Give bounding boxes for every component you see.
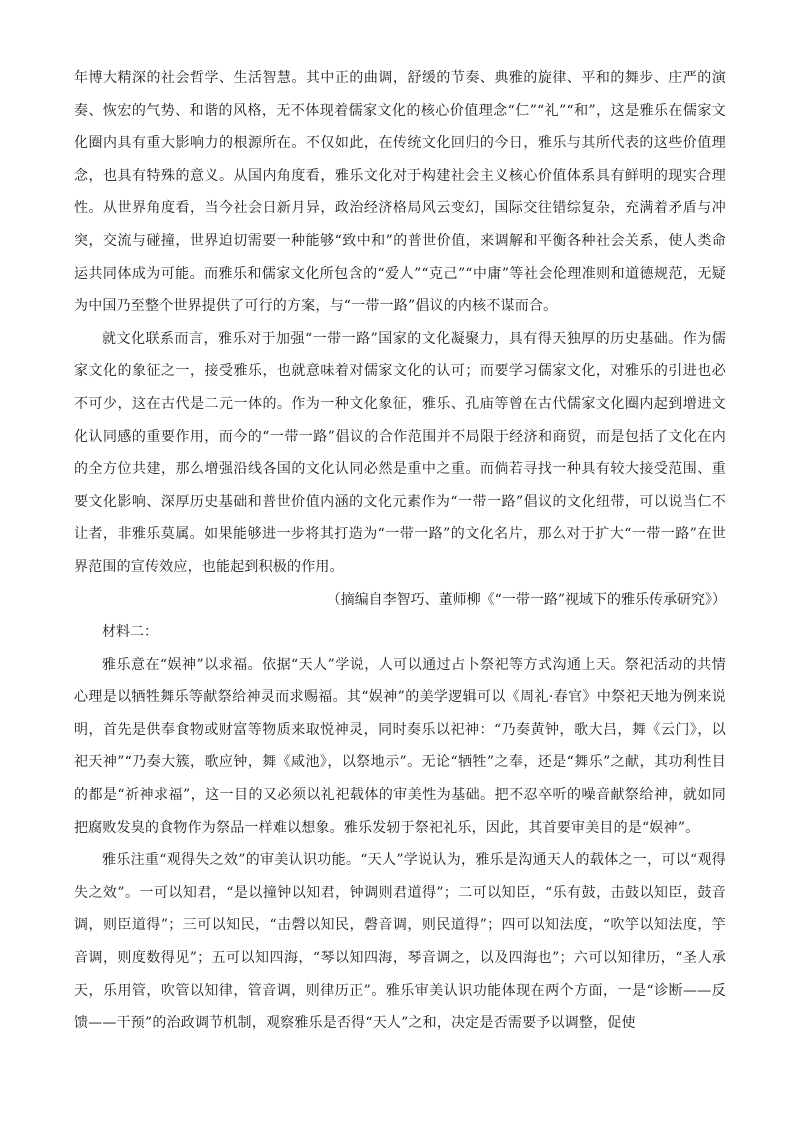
material-two-label: 材料二：	[102, 624, 158, 641]
source-citation: （摘编自李智巧、董师柳《“一带一路”视域下的雅乐传承研究》）	[326, 591, 726, 608]
paragraph-4: 雅乐注重“观得失之效”的审美认识功能。“天人”学说认为，雅乐是沟通天人的载体之一，可以“观得失之效”。一可以知君，“是以撞钟以知君，钟调则君道得”；二可以知臣，“乐有鼓，击鼓以知臣，鼓音调，则臣道得”；三可以知民，“击磬以知民，磬音调，则民道得”；四可以知法度，“吹竽以知法度，竽音调，则度数得见”；五可以知四海，“琴以知四海，琴音调之，以及四海也”；六可以知律历，“圣人承天，乐用管，吹管以知律，管音调，则律历正”。雅乐审美认识功能体现在两个方面，一是“诊断——反馈——干预”的治政调节机制，观察雅乐是否得“天人”之和，决定是否需要予以调整，促使	[74, 852, 726, 1032]
paragraph-1: 年博大精深的社会哲学、生活智慧。其中正的曲调，舒缓的节奏、典雅的旋律、平和的舞步、庄严的演奏、恢宏的气势、和谐的风格，无不体现着儒家文化的核心价值理念“仁”“礼”“和”，这是雅乐在儒家文化圈内具有重大影响力的根源所在。不仅如此，在传统文化回归的今日，雅乐与其所代表的这些价值理念，也具有特殊的意义。从国内角度看，雅乐文化对于构建社会主义核心价值体系具有鲜明的现实合理性。从世界角度看，当今社会日新月异，政治经济格局风云变幻，国际交往错综复杂，充满着矛盾与冲突，交流与碰撞，世界迫切需要一种能够“致中和”的普世价值，来调解和平衡各种社会关系，使人类命运共同体成为可能。而雅乐和儒家文化所包含的“爱人”“克己”“中庸”等社会伦理准则和道德规范，无疑为中国乃至整个世界提供了可行的方案，与“一带一路”倡议的内核不谋而合。	[74, 70, 726, 315]
paragraph-3: 雅乐意在“娱神”以求福。依据“天人”学说，人可以通过占卜祭祀等方式沟通上天。祭祀活动的共情心理是以牺牲舞乐等献祭给神灵而求赐福。其“娱神”的美学逻辑可以《周礼·春官》中祭祀天地为例来说明，首先是供奉食物或财富等物质来取悦神灵，同时奏乐以祀神：“乃奏黄钟，歌大吕，舞《云门》，以祀天神”“乃奏大簇，歌应钟，舞《咸池》，以祭地示”。无论“牺牲”之奉，还是“舞乐”之献，其功利性目的都是“祈神求福”，这一目的又必须以礼祀载体的审美性为基础。把不忍卒听的噪音献祭给神，就如同把腐败发臭的食物作为祭品一样难以想象。雅乐发轫于祭祀礼乐，因此，其首要审美目的是“娱神”。	[74, 656, 726, 836]
paragraph-2: 就文化联系而言，雅乐对于加强“一带一路”国家的文化凝聚力，具有得天独厚的历史基础。作为儒家文化的象征之一，接受雅乐，也就意味着对儒家文化的认可；而要学习儒家文化，对雅乐的引进也必不可少，这在古代是二元一体的。作为一种文化象征，雅乐、孔庙等曾在古代儒家文化圈内起到增进文化认同感的重要作用，而今的“一带一路”倡议的合作范围并不局限于经济和商贸，而是包括了文化在内的全方位共建，那么增强沿线各国的文化认同必然是重中之重。而倘若寻找一种具有较大接受范围、重要文化影响、深厚历史基础和普世价值内涵的文化元素作为“一带一路”倡议的文化纽带，可以说当仁不让者，非雅乐莫属。如果能够进一步将其打造为“一带一路”的文化名片，那么对于扩大“一带一路”在世界范围的宣传效应，也能起到积极的作用。	[74, 330, 726, 575]
